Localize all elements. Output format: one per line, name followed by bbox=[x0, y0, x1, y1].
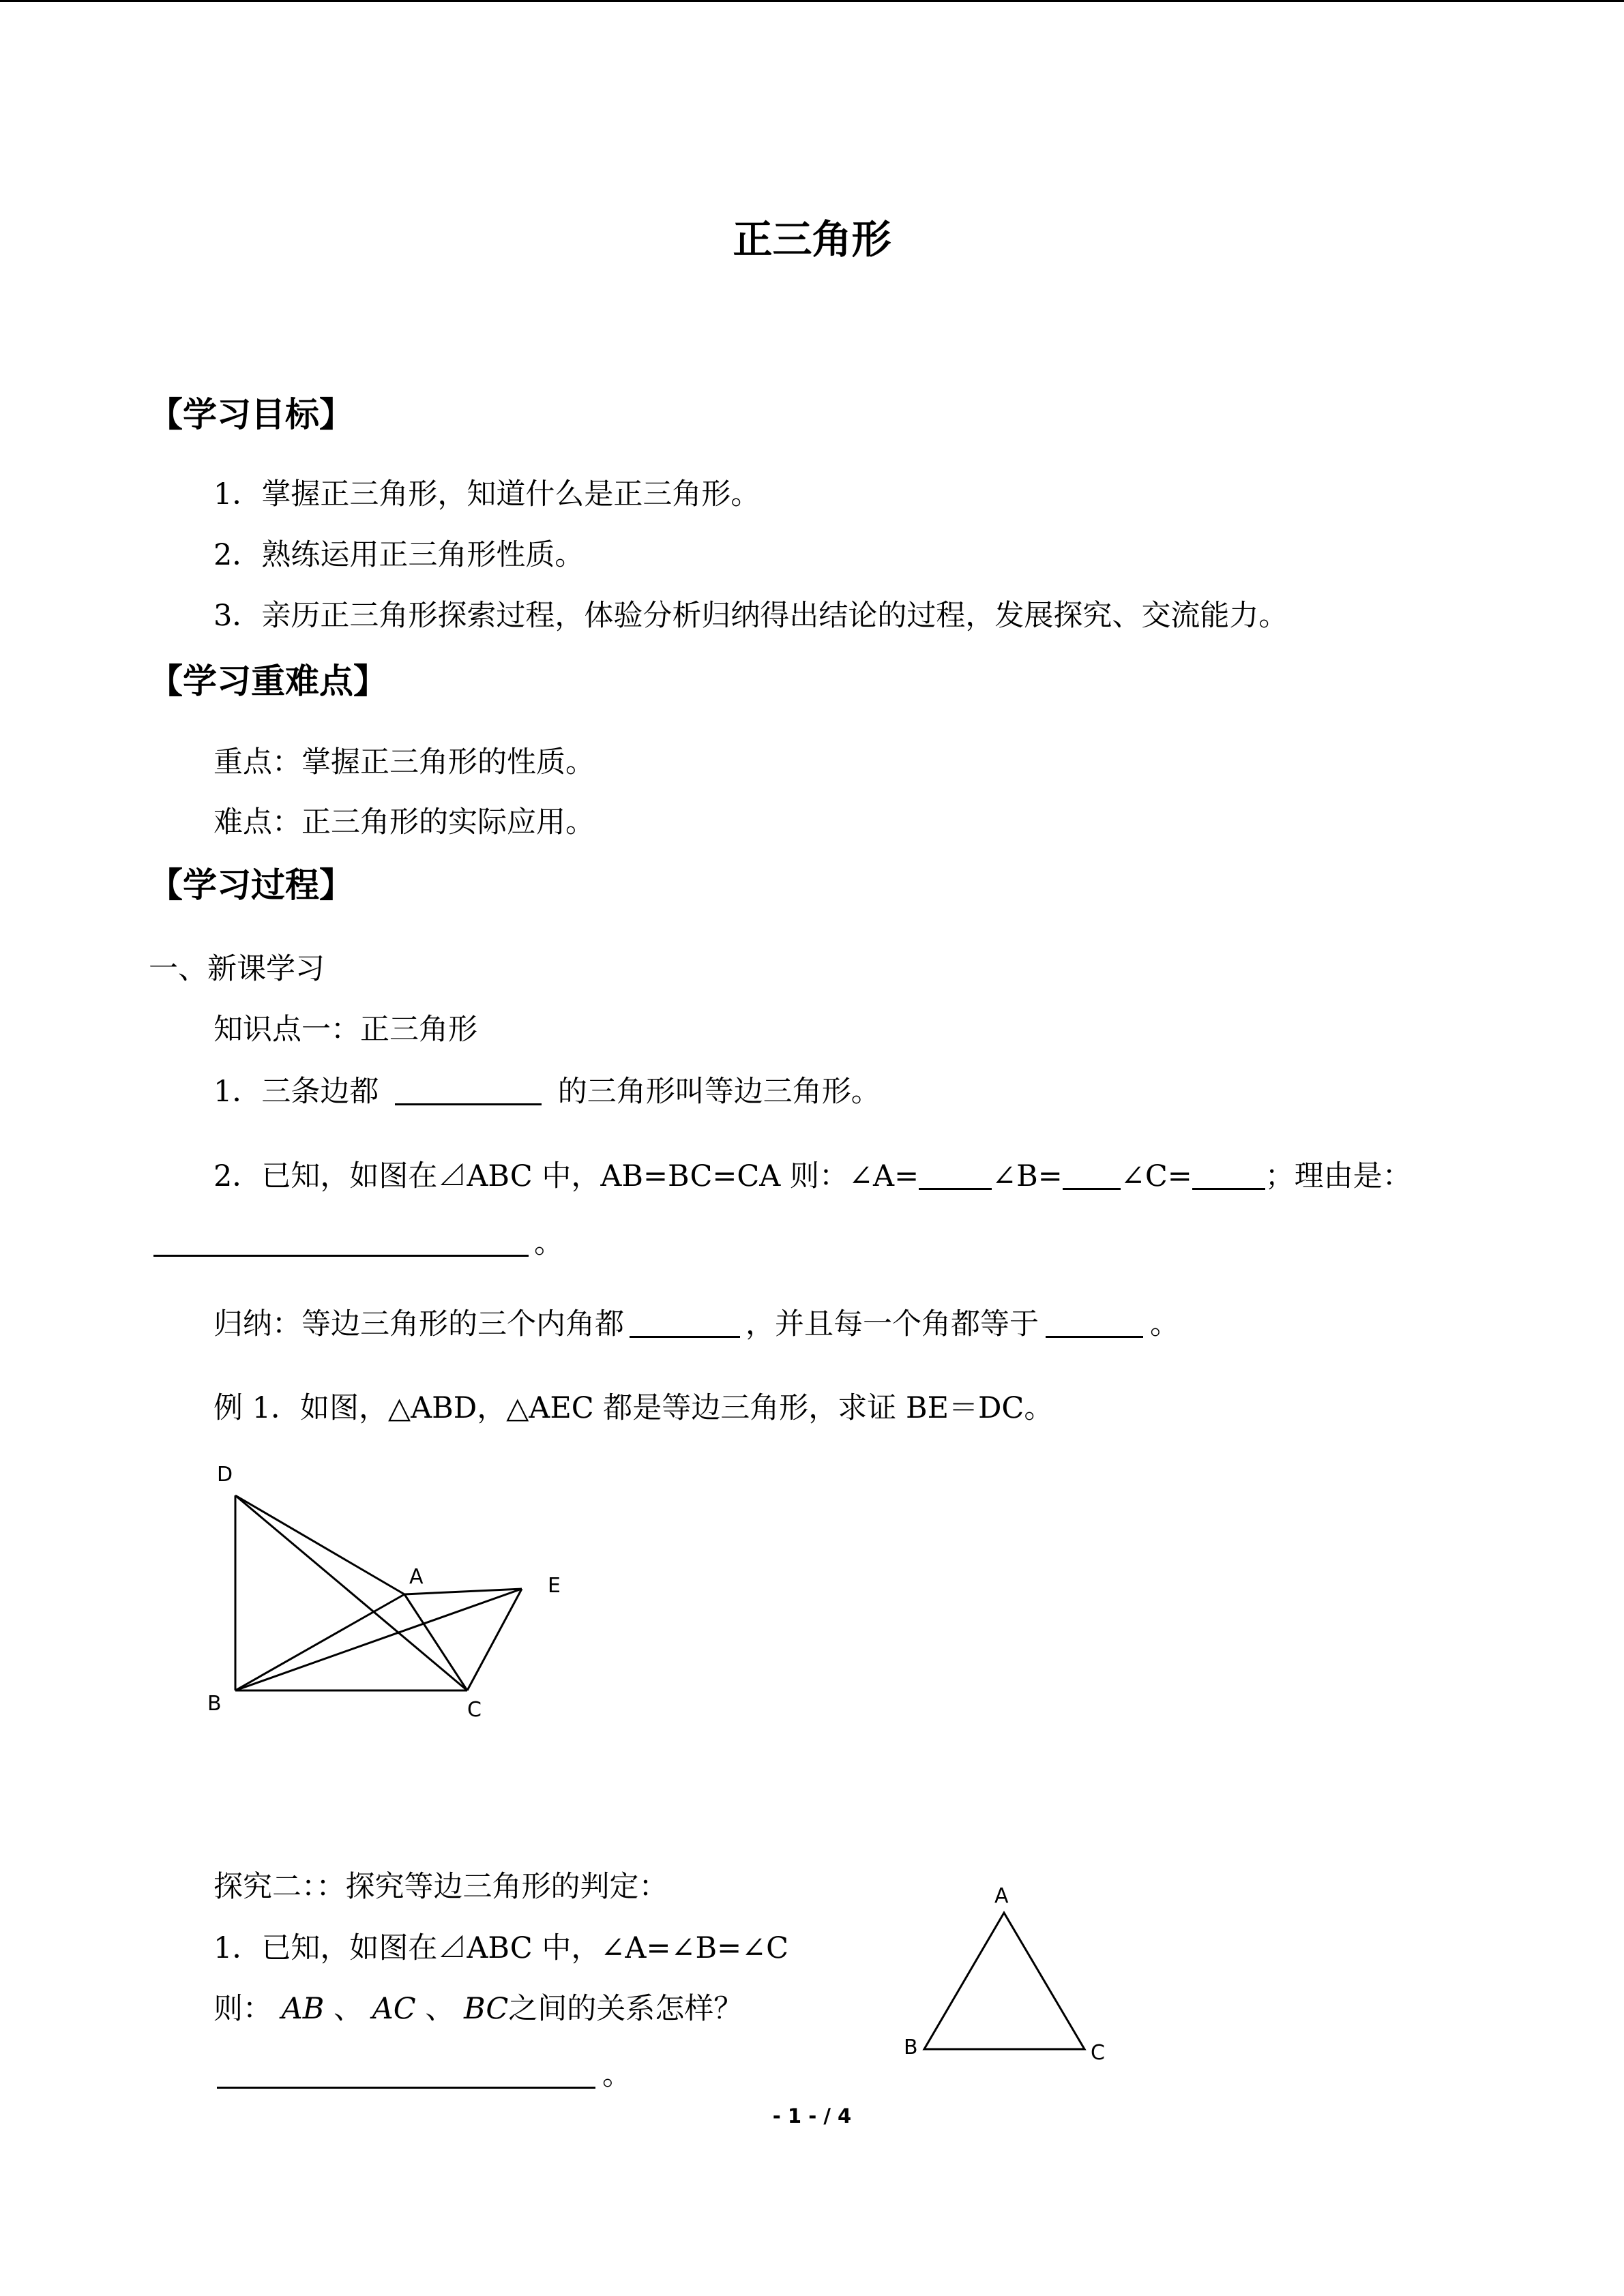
segment-be bbox=[235, 1589, 522, 1690]
goal-item-1: 1．掌握正三角形，知道什么是正三角形。 bbox=[213, 477, 761, 511]
part-heading-new-lesson: 一、新课学习 bbox=[149, 952, 325, 986]
explore-2-answer-end: 。 bbox=[602, 2058, 632, 2092]
answer-blank-summary-1[interactable] bbox=[630, 1309, 740, 1338]
question-2-text-d: ；理由是： bbox=[1265, 1159, 1412, 1193]
figure-triangle-abc bbox=[894, 1879, 1125, 2070]
keypoint-difficulty: 难点：正三角形的实际应用。 bbox=[213, 805, 595, 839]
figure1-label-b: B bbox=[207, 1692, 222, 1716]
page-title: 正三角形 bbox=[733, 216, 891, 263]
question-1-text-b: 的三角形叫等边三角形。 bbox=[557, 1075, 881, 1109]
section-heading-keypoints: 【学习重难点】 bbox=[149, 661, 387, 701]
question-1 bbox=[213, 1076, 881, 1107]
answer-blank-angle-a[interactable] bbox=[919, 1161, 992, 1190]
figure2-label-c: C bbox=[1091, 2041, 1105, 2065]
segment-bc-label: BC bbox=[463, 1992, 509, 2026]
goal-item-2: 2．熟练运用正三角形性质。 bbox=[213, 538, 585, 572]
question-1-text-a: 1．三条边都 bbox=[213, 1075, 379, 1109]
segment-da bbox=[235, 1495, 404, 1594]
figure1-label-e: E bbox=[548, 1574, 561, 1598]
figure1-label-a: A bbox=[409, 1565, 424, 1589]
example-1: 例 1．如图，△ABD，△AEC 都是等边三角形，求证 BE＝DC。 bbox=[213, 1391, 1054, 1425]
answer-blank-reason[interactable] bbox=[153, 1227, 529, 1257]
answer-blank-summary-2[interactable] bbox=[1046, 1309, 1143, 1338]
page-footer: - 1 - / 4 bbox=[772, 2104, 852, 2128]
answer-blank-angle-c[interactable] bbox=[1192, 1161, 1265, 1190]
question-2-text-b: ∠B= bbox=[992, 1159, 1063, 1193]
explore-2-question-1: 1．已知，如图在⊿ABC 中，∠A=∠B=∠C bbox=[213, 1931, 789, 1965]
goal-item-3: 3．亲历正三角形探索过程，体验分析归纳得出结论的过程，发展探究、交流能力。 bbox=[213, 599, 1288, 633]
segment-ec bbox=[467, 1589, 522, 1690]
section-heading-goals: 【学习目标】 bbox=[149, 395, 353, 434]
question-2-end: 。 bbox=[534, 1226, 563, 1260]
question-2-text-a: 2．已知，如图在⊿ABC 中，AB=BC=CA 则：∠A= bbox=[213, 1159, 919, 1193]
summary-text-b: ，并且每一个角都等于 bbox=[745, 1307, 1039, 1341]
relation-separator-1: 、 bbox=[334, 1992, 363, 2026]
question-2-text-c: ∠C= bbox=[1120, 1159, 1192, 1193]
explore-2-question-relation bbox=[213, 1992, 743, 2026]
question-2-reason bbox=[153, 1227, 563, 1258]
segment-ab-label: AB bbox=[281, 1992, 325, 2026]
answer-blank-angle-b[interactable] bbox=[1063, 1161, 1121, 1190]
segment-ac-label: AC bbox=[372, 1992, 416, 2026]
figure-example-1 bbox=[205, 1452, 573, 1725]
relation-text-b: 之间的关系怎样？ bbox=[508, 1992, 743, 2026]
triangle-abc bbox=[924, 1913, 1084, 2049]
answer-blank-relation[interactable] bbox=[217, 2059, 595, 2089]
question-2 bbox=[213, 1161, 1412, 1191]
relation-text-a: 则： bbox=[213, 1992, 272, 2026]
explore-2-heading: 探究二：：探究等边三角形的判定： bbox=[213, 1870, 668, 1904]
knowledge-point-1: 知识点一：正三角形 bbox=[213, 1013, 477, 1047]
answer-blank-q1[interactable] bbox=[395, 1076, 542, 1105]
segment-ae bbox=[404, 1589, 522, 1594]
figure1-label-d: D bbox=[217, 1463, 233, 1487]
segment-ac bbox=[404, 1594, 467, 1690]
figure1-label-c: C bbox=[467, 1698, 482, 1722]
summary-text-c: 。 bbox=[1150, 1307, 1179, 1341]
section-heading-process: 【学习过程】 bbox=[149, 865, 353, 905]
segment-ab bbox=[235, 1594, 404, 1690]
figure2-label-b: B bbox=[904, 2036, 918, 2059]
top-border-line bbox=[0, 0, 1624, 2]
relation-separator-2: 、 bbox=[425, 1992, 455, 2026]
explore-2-answer-line bbox=[217, 2059, 632, 2090]
summary-text-a: 归纳：等边三角形的三个内角都 bbox=[213, 1307, 624, 1341]
summary bbox=[213, 1309, 1179, 1339]
keypoint-focus: 重点：掌握正三角形的性质。 bbox=[213, 745, 595, 779]
figure2-label-a: A bbox=[994, 1884, 1009, 1908]
